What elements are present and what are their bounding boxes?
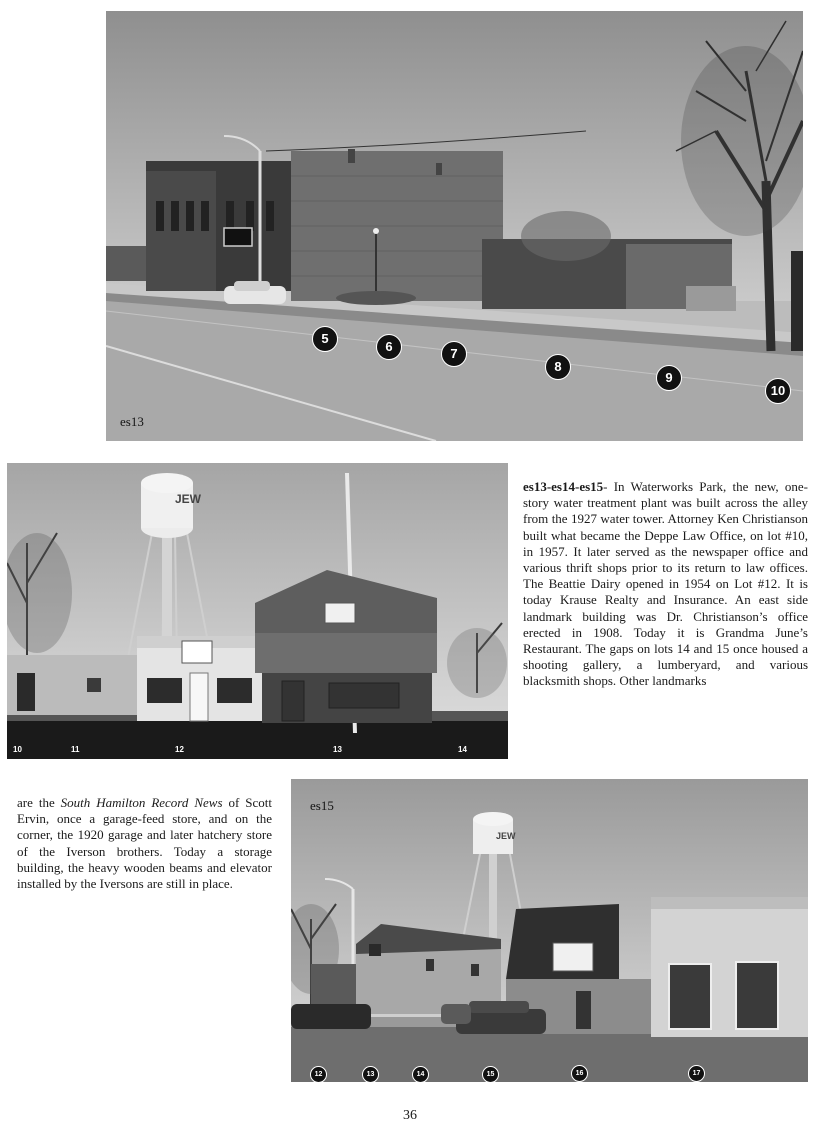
photo-ids: es13-es14-es15 <box>523 479 604 494</box>
lot-marker: 15 <box>482 1066 499 1082</box>
photo-label-es15: es15 <box>310 798 334 813</box>
lot-marker: 10 <box>13 745 22 754</box>
photo-es15 <box>291 779 808 1082</box>
street-photo-es14-image <box>7 463 508 759</box>
street-photo-es15-image <box>291 779 808 1082</box>
lot-marker: 11 <box>71 745 80 754</box>
lot-marker: 12 <box>310 1066 327 1082</box>
newspaper-title: South Hamilton Record News <box>60 795 223 810</box>
photo-es14 <box>7 463 508 759</box>
lot-marker: 14 <box>412 1066 429 1082</box>
lot-marker: 10 <box>765 378 791 404</box>
lot-marker: 5 <box>312 326 338 352</box>
water-tower-lettering: JEW <box>175 492 202 506</box>
lot-marker: 8 <box>545 354 571 380</box>
caption-part2-rest: of Scott Ervin, once a garage-feed store, and on the corner, the 1920 garage and later hatchery store of the Iverson brothers. Today a storage building, the heavy wooden beams and elevator installed by the Iversons are still in place. <box>17 795 272 892</box>
photo-label-es13: es13 <box>120 414 144 429</box>
lot-marker: 13 <box>333 745 342 754</box>
lot-marker: 12 <box>175 745 184 754</box>
caption-continued <box>17 795 272 892</box>
street-photo-es13-image <box>106 11 803 441</box>
lot-marker: 16 <box>571 1065 588 1082</box>
caption-part1: - In Waterworks Park, the new, one-story water treatment plant was built across the alley from the 1927 water tower. Attorney Ken Christianson built what became the Deppe Law Office, on lot #10, in 1957. It later served as the newspaper office and various thrift shops prior to its return to law offices. The Beattie Dairy opened in 1954 on Lot #12. It is today Krause Realty and Insurance. An east side landmark building was Dr. Christianson’s office erected in 1908. Today it is Grandma June’s Restaurant. The gaps on lots 14 and 15 once housed a shooting gallery, a lumberyard, and various blacksmith shops. Other landmarks <box>523 479 808 689</box>
lot-marker: 13 <box>362 1066 379 1082</box>
lot-marker: 6 <box>376 334 402 360</box>
water-tower-lettering: JEW <box>496 831 516 841</box>
lot-marker: 7 <box>441 341 467 367</box>
photo-es13 <box>106 11 803 441</box>
lot-marker: 14 <box>458 745 467 754</box>
lot-marker: 9 <box>656 365 682 391</box>
caption-part2-lead: are the <box>17 795 61 810</box>
page-number: 36 <box>403 1108 417 1123</box>
lot-marker: 17 <box>688 1065 705 1082</box>
caption-text <box>523 479 808 690</box>
